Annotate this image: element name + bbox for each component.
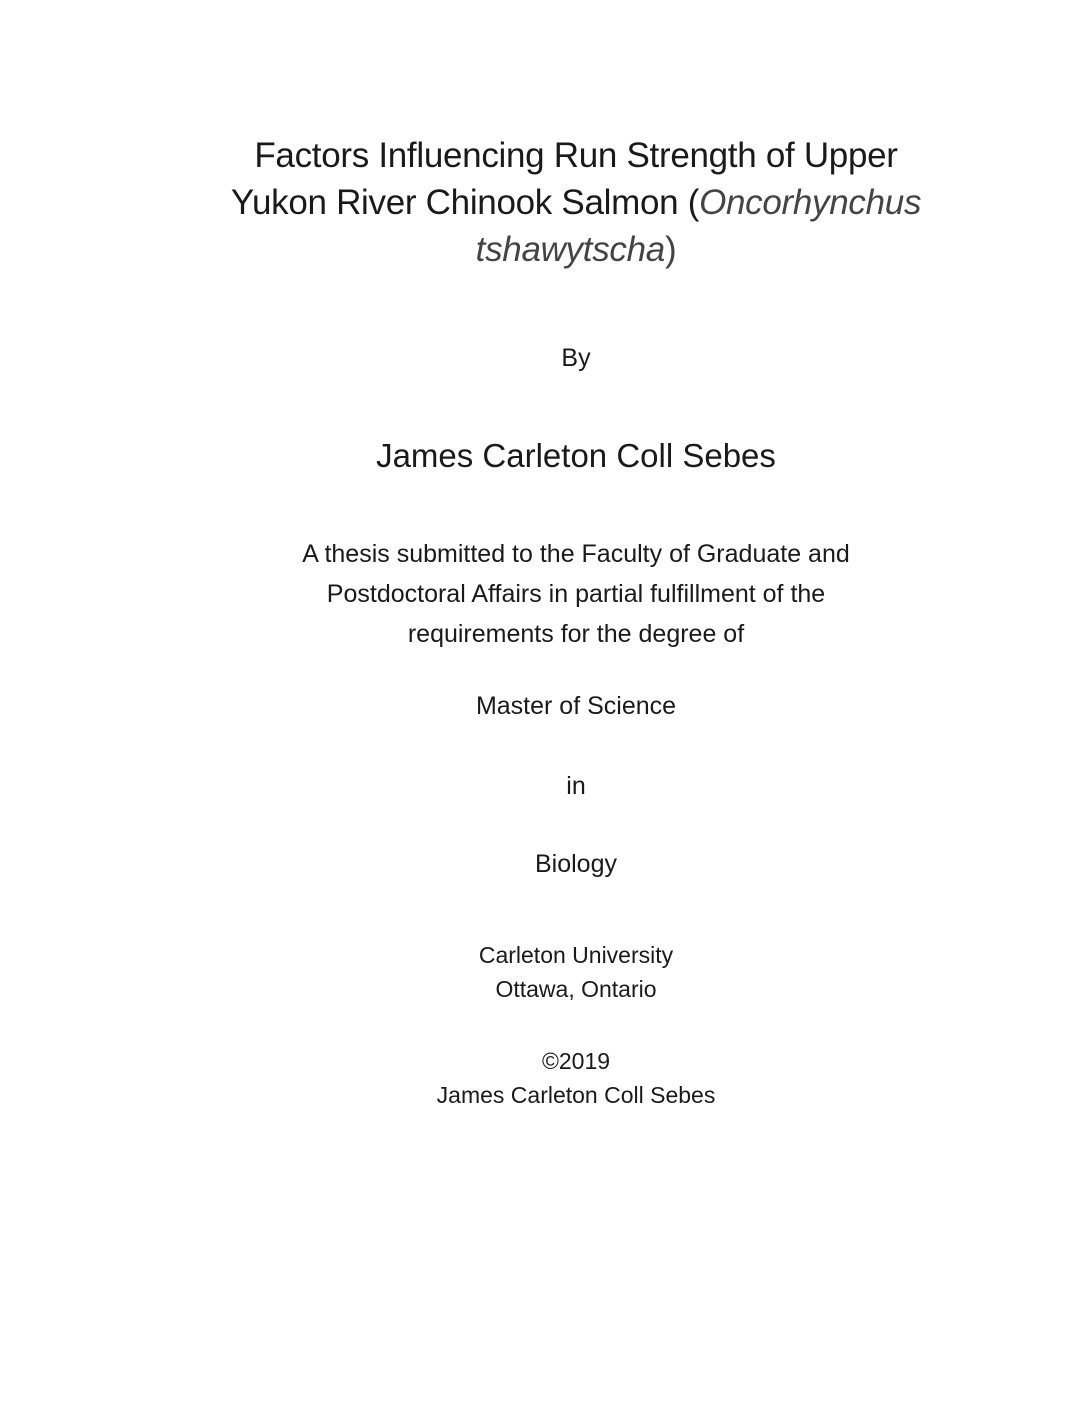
thesis-statement-line-1: A thesis submitted to the Faculty of Graduate and <box>302 540 850 568</box>
title-line-2 <box>176 179 976 226</box>
thesis-statement <box>176 534 976 654</box>
scientific-species: tshawytscha <box>475 230 665 269</box>
scientific-genus: Oncorhynchus <box>699 183 922 222</box>
by-label: By <box>561 344 591 372</box>
institution <box>176 938 976 1006</box>
copyright <box>176 1044 976 1112</box>
thesis-statement-line-3: requirements for the degree of <box>407 620 745 648</box>
thesis-statement-line-2: Postdoctoral Affairs in partial fulfillment of the <box>326 580 826 608</box>
university-location: Ottawa, Ontario <box>495 976 657 1002</box>
thesis-title <box>176 132 976 273</box>
title-line-3 <box>176 226 976 273</box>
copyright-holder: James Carleton Coll Sebes <box>436 1082 716 1108</box>
author-name: James Carleton Coll Sebes <box>376 437 776 474</box>
degree-name: Master of Science <box>475 692 677 720</box>
in-label: in <box>566 772 586 800</box>
title-line-2-text: Yukon River Chinook Salmon ( <box>230 183 700 222</box>
copyright-notice: ©2019 <box>541 1048 611 1074</box>
title-close-paren: ) <box>664 230 677 269</box>
field-of-study: Biology <box>535 850 617 878</box>
university-name: Carleton University <box>478 942 674 968</box>
title-line-1: Factors Influencing Run Strength of Upper <box>254 136 898 175</box>
